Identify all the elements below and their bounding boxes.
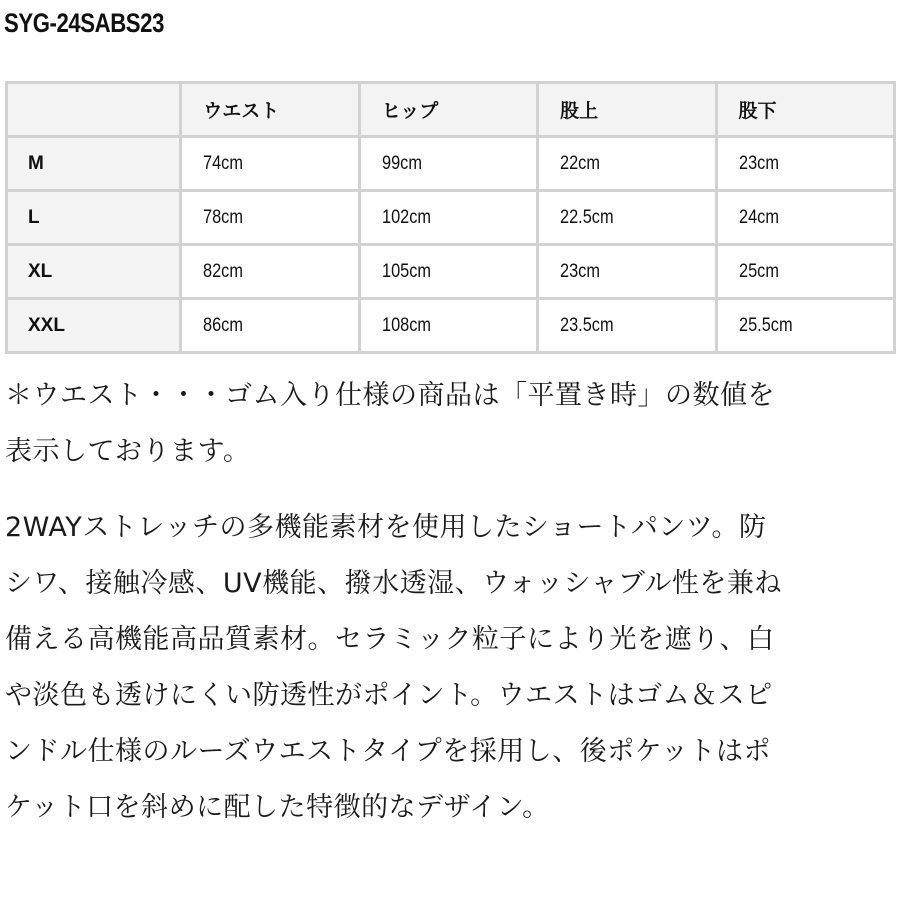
description-line: や淡色も透けにくい防透性がポイント。ウエストはゴム＆スピ: [5, 680, 773, 711]
table-row: [8, 192, 893, 243]
inseam-cell: [718, 246, 893, 297]
inseam-value: 23cm: [738, 152, 779, 174]
table-row: [8, 138, 893, 189]
description-line: シワ、接触冷感、UV機能、撥水透湿、ウォッシャブル性を兼ね: [5, 568, 782, 599]
hip-cell: [361, 246, 536, 297]
inseam-cell: [718, 192, 893, 243]
product-description: [5, 500, 897, 836]
waist-value: 82cm: [203, 260, 244, 282]
header-cell-waist: ウエスト: [182, 84, 358, 135]
note-line: ＊ウエスト・・・ゴム入り仕様の商品は「平置き時」の数値を: [5, 380, 775, 411]
rise-value: 23cm: [560, 260, 601, 282]
size-label-cell: XXL: [8, 300, 179, 351]
hip-value: 102cm: [381, 206, 431, 228]
inseam-value: 24cm: [738, 206, 779, 228]
size-label-cell: XL: [8, 246, 179, 297]
hip-value: 99cm: [381, 152, 422, 174]
inseam-cell: [718, 300, 893, 351]
description-line: ンドル仕様のルーズウエストタイプを採用し、後ポケットはポ: [5, 736, 771, 767]
size-label-cell: L: [8, 192, 179, 243]
rise-cell: [539, 192, 714, 243]
rise-cell: [539, 246, 714, 297]
table-row: [8, 300, 893, 351]
header-cell-corner: [8, 84, 179, 135]
waist-value: 86cm: [203, 314, 244, 336]
hip-cell: [361, 300, 536, 351]
size-table-header-row: [8, 84, 893, 135]
measurement-note: [5, 368, 897, 480]
rise-value: 22.5cm: [560, 206, 614, 228]
hip-cell: [361, 138, 536, 189]
header-cell-hip: ヒップ: [361, 84, 536, 135]
description-line: ケット口を斜めに配した特徴的なデザイン。: [5, 792, 550, 823]
description-line: 2WAYストレッチの多機能素材を使用したショートパンツ。防: [5, 512, 767, 543]
description-line: 備える高機能高品質素材。セラミック粒子により光を遮り、白: [5, 624, 775, 655]
waist-cell: [182, 300, 358, 351]
waist-value: 74cm: [203, 152, 244, 174]
inseam-value: 25.5cm: [738, 314, 793, 336]
header-cell-inseam: 股下: [718, 84, 893, 135]
waist-cell: [182, 138, 358, 189]
inseam-cell: [718, 138, 893, 189]
inseam-value: 25cm: [738, 260, 779, 282]
waist-cell: [182, 192, 358, 243]
waist-cell: [182, 246, 358, 297]
note-line: 表示しております。: [5, 436, 251, 467]
hip-cell: [361, 192, 536, 243]
rise-value: 22cm: [560, 152, 601, 174]
rise-cell: [539, 138, 714, 189]
size-label-cell: M: [8, 138, 179, 189]
rise-cell: [539, 300, 714, 351]
size-table: [5, 81, 896, 354]
hip-value: 105cm: [381, 260, 431, 282]
table-row: [8, 246, 893, 297]
header-cell-rise: 股上: [539, 84, 714, 135]
hip-value: 108cm: [381, 314, 431, 336]
product-code: SYG-24SABS23: [4, 8, 164, 38]
rise-value: 23.5cm: [560, 314, 614, 336]
waist-value: 78cm: [203, 206, 244, 228]
